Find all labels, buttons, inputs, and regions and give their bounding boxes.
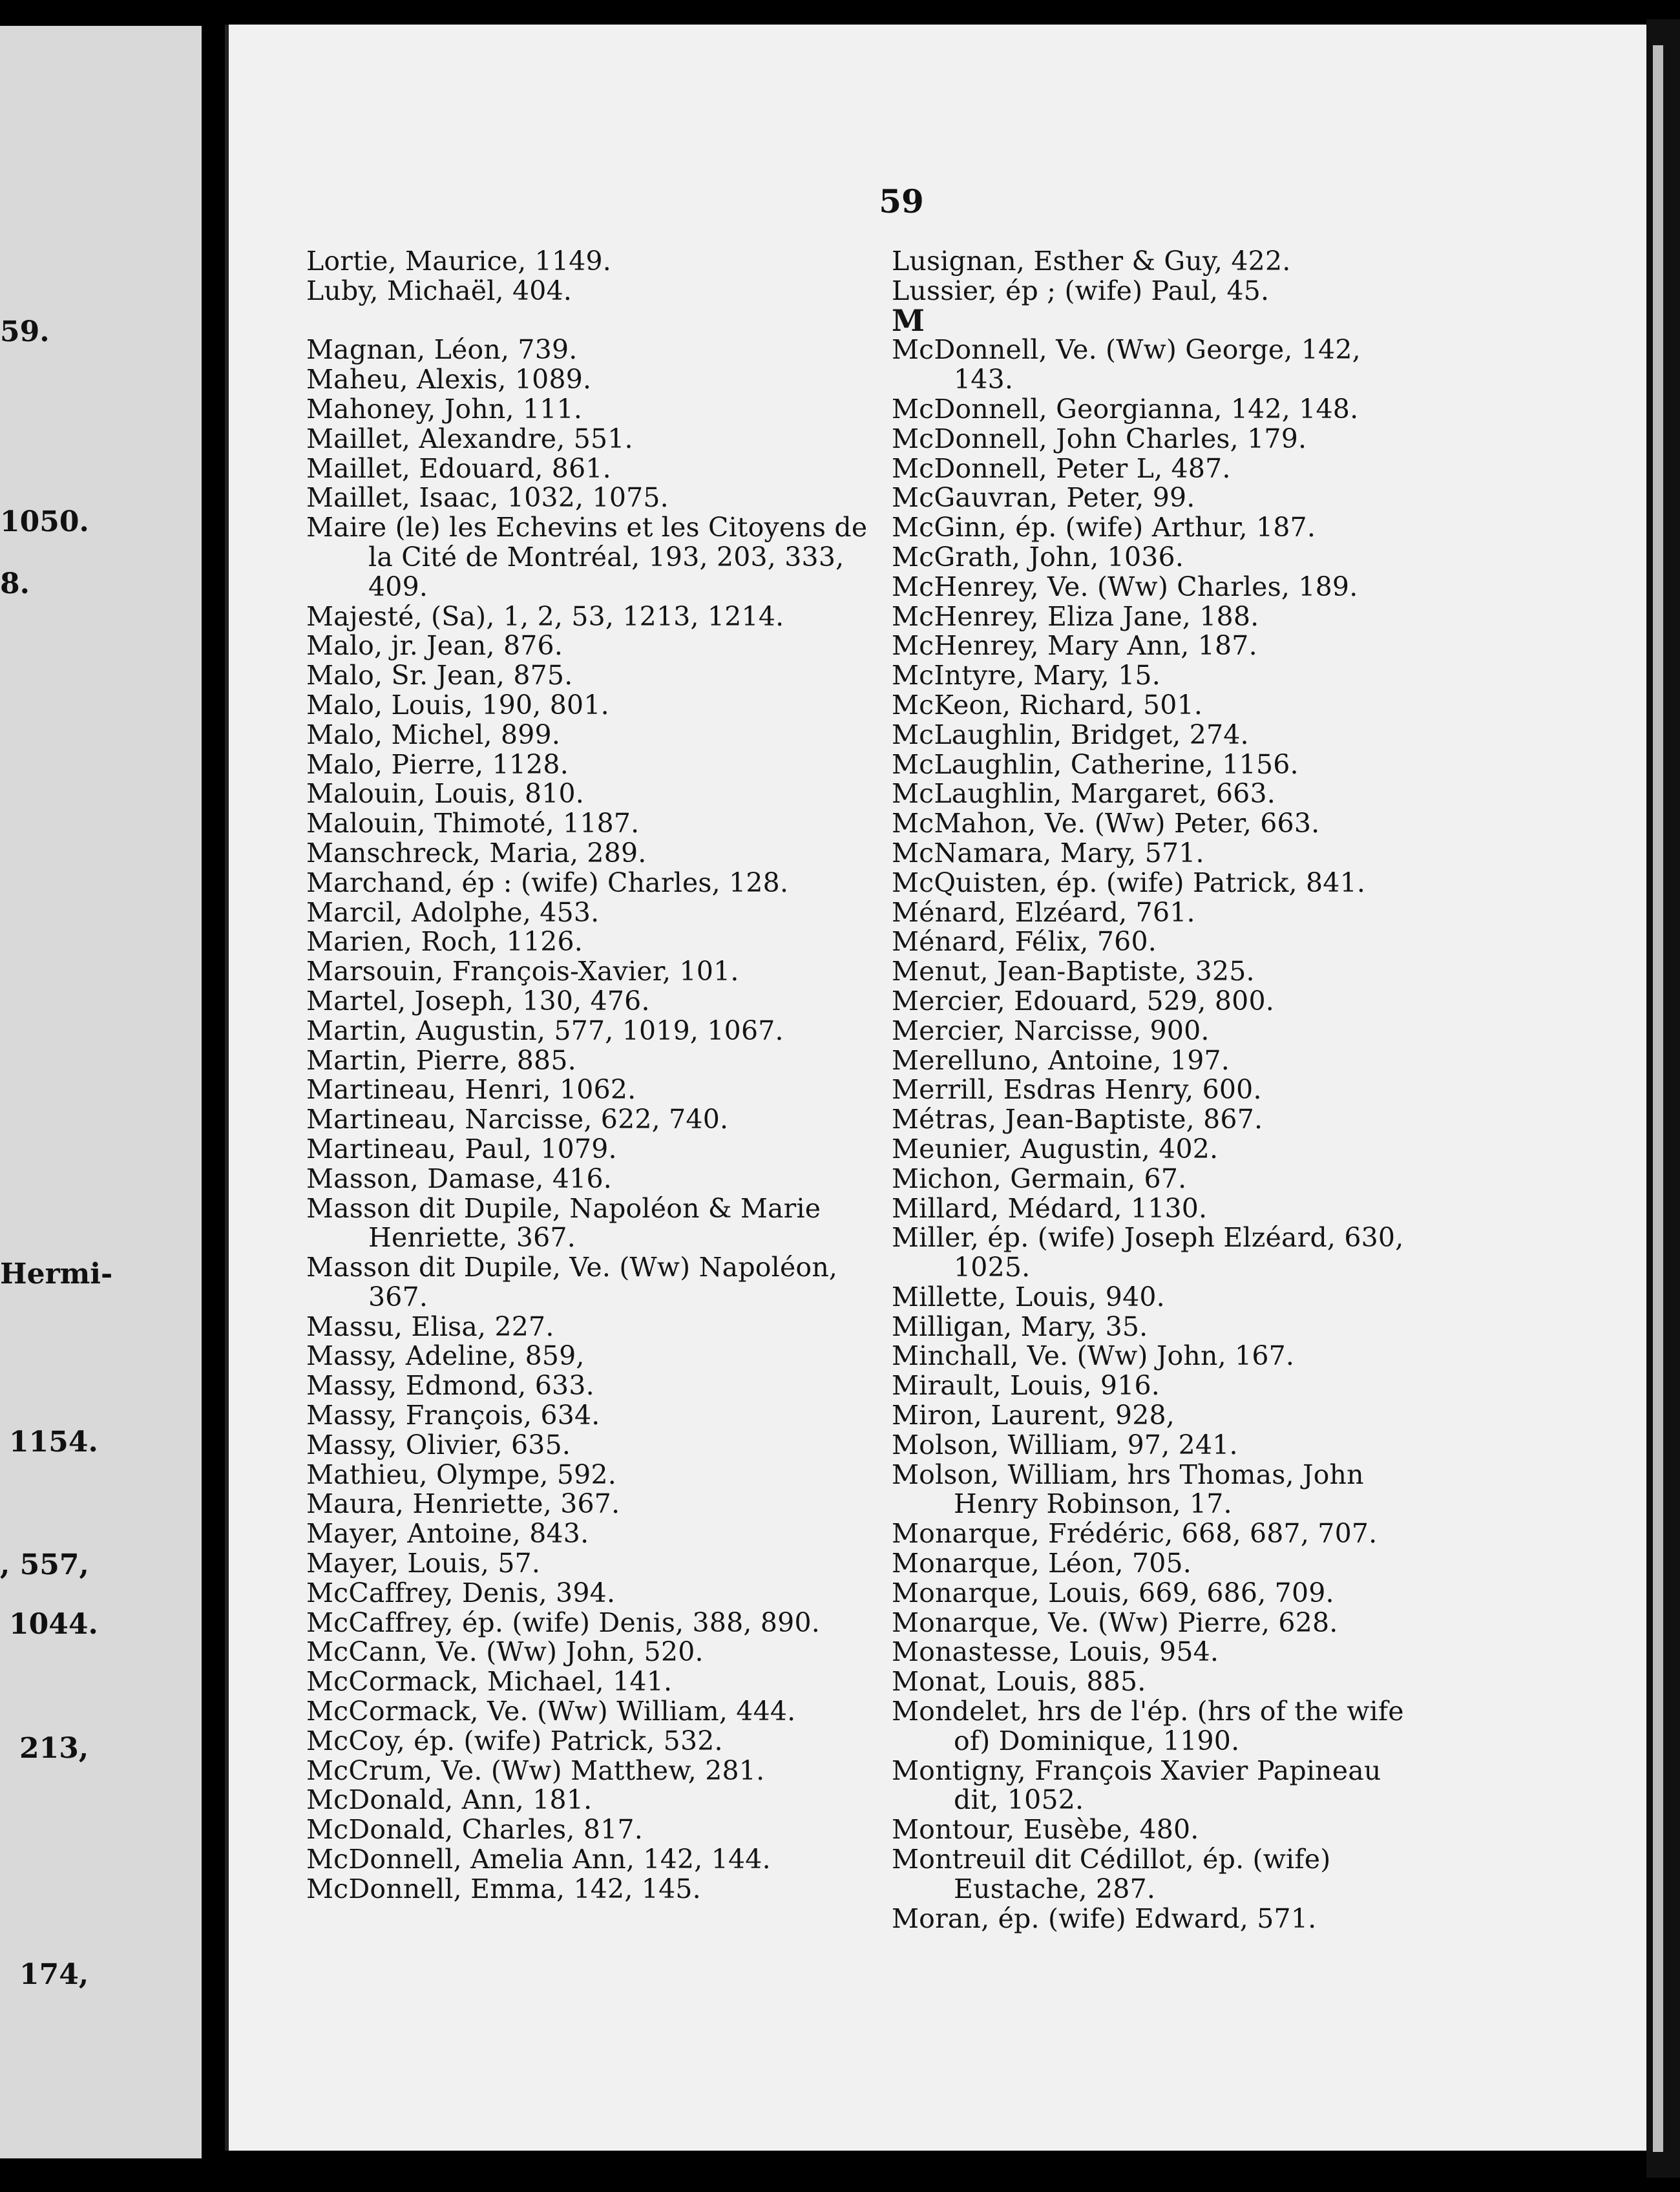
- index-entry: Majesté, (Sa), 1, 2, 53, 1213, 1214.: [306, 600, 784, 632]
- index-entry: Menut, Jean-Baptiste, 325.: [892, 956, 1255, 987]
- index-entry: McCrum, Ve. (Ww) Matthew, 281.: [306, 1755, 765, 1786]
- index-entry: Ménard, Elzéard, 761.: [892, 896, 1195, 928]
- index-entry: McLaughlin, Catherine, 1156.: [892, 748, 1299, 780]
- index-entry: Malo, Sr. Jean, 875.: [306, 660, 573, 691]
- margin-fragment: 213,: [19, 1732, 89, 1765]
- index-entry: Martel, Joseph, 130, 476.: [306, 985, 650, 1017]
- index-entry: Mahoney, John, 111.: [306, 393, 583, 425]
- index-column-right: [892, 247, 1422, 1934]
- index-entry: McQuisten, ép. (wife) Patrick, 841.: [892, 867, 1366, 898]
- index-entry: Masson dit Dupile, Napoléon & Marie Henriette, 367.: [306, 1192, 821, 1254]
- index-entry: Mathieu, Olympe, 592.: [306, 1459, 616, 1490]
- index-entry: Monarque, Frédéric, 668, 687, 707.: [892, 1518, 1378, 1550]
- index-entry: Montigny, François Xavier Papineau dit, 1052.: [892, 1755, 1381, 1816]
- index-entry: Milligan, Mary, 35.: [892, 1311, 1148, 1342]
- index-entry: McIntyre, Mary, 15.: [892, 660, 1160, 691]
- index-entry: McCormack, Ve. (Ww) William, 444.: [306, 1696, 796, 1727]
- index-entry: Maheu, Alexis, 1089.: [306, 364, 592, 395]
- margin-fragment: 1044.: [9, 1608, 98, 1641]
- index-entry: McCann, Ve. (Ww) John, 520.: [306, 1636, 704, 1668]
- index-entry: Métras, Jean-Baptiste, 867.: [892, 1104, 1263, 1135]
- index-entry: Mayer, Antoine, 843.: [306, 1518, 589, 1550]
- index-entry: Millard, Médard, 1130.: [892, 1192, 1208, 1224]
- index-entry: Malo, Michel, 899.: [306, 719, 561, 750]
- scan-right-edge: [1646, 19, 1680, 2178]
- index-entry: Montreuil dit Cédillot, ép. (wife) Eustache, 287.: [892, 1844, 1331, 1904]
- index-entry: McLaughlin, Bridget, 274.: [892, 719, 1249, 750]
- index-entry: McHenrey, Ve. (Ww) Charles, 189.: [892, 571, 1358, 602]
- index-entry: Maillet, Edouard, 861.: [306, 452, 611, 484]
- index-entry: Millette, Louis, 940.: [892, 1281, 1165, 1312]
- index-entry: McDonnell, Amelia Ann, 142, 144.: [306, 1844, 771, 1875]
- index-entry: Ménard, Félix, 760.: [892, 926, 1157, 958]
- index-entry: Mercier, Narcisse, 900.: [892, 1015, 1210, 1046]
- index-entry: McDonnell, John Charles, 179.: [892, 423, 1307, 454]
- index-entry: Moran, ép. (wife) Edward, 571.: [892, 1902, 1317, 1934]
- index-entry: Merrill, Esdras Henry, 600.: [892, 1074, 1262, 1106]
- margin-fragment: Hermi-: [0, 1258, 113, 1291]
- index-entry: Molson, William, 97, 241.: [892, 1429, 1238, 1460]
- index-entry: McCoy, ép. (wife) Patrick, 532.: [306, 1725, 723, 1756]
- index-entry: McNamara, Mary, 571.: [892, 837, 1204, 869]
- index-entry: McCaffrey, ép. (wife) Denis, 388, 890.: [306, 1607, 820, 1638]
- index-entry: Martin, Augustin, 577, 1019, 1067.: [306, 1015, 784, 1046]
- facing-page-fragment: [0, 26, 202, 2158]
- index-entry: McGrath, John, 1036.: [892, 541, 1184, 573]
- index-entry: McLaughlin, Margaret, 663.: [892, 778, 1276, 810]
- index-entry: Merelluno, Antoine, 197.: [892, 1044, 1230, 1076]
- index-entry: McHenrey, Eliza Jane, 188.: [892, 600, 1259, 632]
- index-entry: McDonnell, Georgianna, 142, 148.: [892, 393, 1359, 425]
- margin-fragment: 8.: [0, 567, 30, 600]
- index-entry: Miller, ép. (wife) Joseph Elzéard, 630, 1025.: [892, 1222, 1404, 1283]
- index-entry: Malo, Pierre, 1128.: [306, 748, 569, 780]
- index-entry: Marcil, Adolphe, 453.: [306, 896, 600, 928]
- index-entry: Manschreck, Maria, 289.: [306, 837, 647, 869]
- index-entry: Mercier, Edouard, 529, 800.: [892, 985, 1274, 1017]
- index-entry: McDonald, Charles, 817.: [306, 1814, 643, 1846]
- index-entry: Malouin, Thimoté, 1187.: [306, 808, 640, 839]
- index-entry: Mondelet, hrs de l'ép. (hrs of the wife of) Dominique, 1190.: [892, 1696, 1404, 1756]
- margin-fragment: 59.: [0, 315, 50, 348]
- index-entry: Miron, Laurent, 928,: [892, 1400, 1175, 1431]
- index-entry: Lusignan, Esther & Guy, 422.: [892, 246, 1291, 277]
- index-entry: Monarque, Léon, 705.: [892, 1548, 1192, 1579]
- index-entry: McMahon, Ve. (Ww) Peter, 663.: [892, 808, 1320, 839]
- index-entry: Mayer, Louis, 57.: [306, 1548, 541, 1579]
- index-entry: Michon, Germain, 67.: [892, 1163, 1187, 1194]
- index-entry: McHenrey, Mary Ann, 187.: [892, 630, 1257, 662]
- index-entry: McGauvran, Peter, 99.: [892, 482, 1195, 514]
- index-entry: Monastesse, Louis, 954.: [892, 1636, 1219, 1668]
- index-entry: Martin, Pierre, 885.: [306, 1044, 576, 1076]
- index-entry: Malo, Louis, 190, 801.: [306, 689, 609, 721]
- index-entry: Massy, Edmond, 633.: [306, 1370, 594, 1402]
- index-entry: McDonnell, Ve. (Ww) George, 142, 143.: [892, 334, 1361, 395]
- index-entry: McCormack, Michael, 141.: [306, 1666, 673, 1698]
- margin-fragment: 174,: [19, 1958, 89, 1991]
- index-entry: Luby, Michaël, 404.: [306, 275, 572, 306]
- index-entry: Martineau, Paul, 1079.: [306, 1133, 617, 1164]
- index-entry: Maura, Henriette, 367.: [306, 1488, 620, 1520]
- index-entry: Malouin, Louis, 810.: [306, 778, 585, 810]
- index-entry: Maillet, Alexandre, 551.: [306, 423, 633, 454]
- index-entry: Masson dit Dupile, Ve. (Ww) Napoléon, 367.: [306, 1252, 838, 1312]
- index-entry: Massy, Olivier, 635.: [306, 1429, 571, 1460]
- margin-fragment: 1050.: [0, 505, 89, 538]
- index-entry: Mirault, Louis, 916.: [892, 1370, 1160, 1402]
- index-entry: Magnan, Léon, 739.: [306, 334, 578, 366]
- index-entry: Meunier, Augustin, 402.: [892, 1133, 1219, 1164]
- spacer: [306, 306, 875, 336]
- index-column-left: [306, 247, 875, 1904]
- index-entry: McDonald, Ann, 181.: [306, 1784, 593, 1816]
- index-entry: Monat, Louis, 885.: [892, 1666, 1146, 1698]
- index-entry: Montour, Eusèbe, 480.: [892, 1814, 1199, 1846]
- index-entry: Maillet, Isaac, 1032, 1075.: [306, 482, 669, 514]
- index-entry: Marsouin, François-Xavier, 101.: [306, 956, 739, 987]
- index-entry: Minchall, Ve. (Ww) John, 167.: [892, 1340, 1295, 1372]
- index-entry: McDonnell, Peter L, 487.: [892, 452, 1231, 484]
- index-entry: McGinn, ép. (wife) Arthur, 187.: [892, 512, 1316, 543]
- index-entry: Martineau, Narcisse, 622, 740.: [306, 1104, 729, 1135]
- index-entry: Massy, Adeline, 859,: [306, 1340, 585, 1372]
- index-entry: Malo, jr. Jean, 876.: [306, 630, 563, 662]
- index-entry: Massy, François, 634.: [306, 1400, 600, 1431]
- index-entry: McDonnell, Emma, 142, 145.: [306, 1873, 701, 1904]
- index-entry: Maire (le) les Echevins et les Citoyens de la Cité de Montréal, 193, 203, 333, 409.: [306, 512, 868, 602]
- index-entry: Martineau, Henri, 1062.: [306, 1074, 636, 1106]
- index-entry: Massu, Elisa, 227.: [306, 1311, 554, 1342]
- index-entry: Molson, William, hrs Thomas, John Henry Robinson, 17.: [892, 1459, 1364, 1520]
- page-number: 59: [879, 182, 924, 220]
- section-letter-heading: M: [892, 302, 925, 338]
- index-entry: Lortie, Maurice, 1149.: [306, 246, 612, 277]
- index-entry: Monarque, Louis, 669, 686, 709.: [892, 1577, 1334, 1608]
- index-entry: Marien, Roch, 1126.: [306, 926, 583, 958]
- index-entry: Marchand, ép : (wife) Charles, 128.: [306, 867, 789, 898]
- index-entry: Lussier, ép ; (wife) Paul, 45.: [892, 275, 1270, 306]
- binding-band: [1653, 45, 1663, 2152]
- index-entry: Masson, Damase, 416.: [306, 1163, 612, 1194]
- margin-fragment: , 557,: [0, 1548, 89, 1581]
- index-entry: McKeon, Richard, 501.: [892, 689, 1203, 721]
- index-entry: McCaffrey, Denis, 394.: [306, 1577, 616, 1608]
- margin-fragment: 1154.: [9, 1426, 98, 1459]
- index-entry: Monarque, Ve. (Ww) Pierre, 628.: [892, 1607, 1338, 1638]
